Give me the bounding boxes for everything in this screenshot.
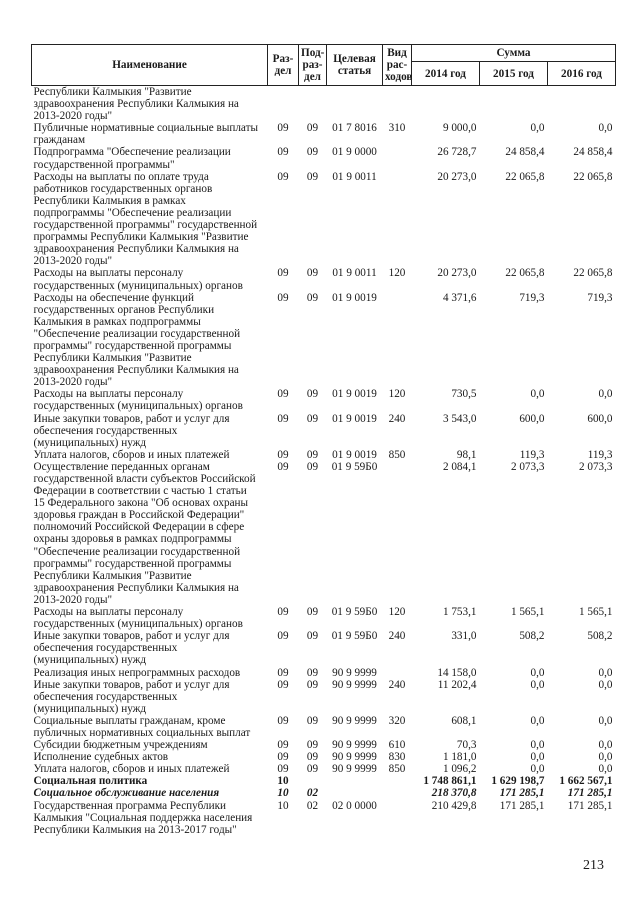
cell-rz: 10: [277, 787, 289, 800]
cell-vr: [383, 787, 412, 799]
cell-pr: 02: [306, 799, 319, 812]
cell-name: Публичные нормативные социальные выплаты гражданам: [33, 122, 259, 147]
table-row: [32, 413, 616, 449]
cell-name: Расходы на обеспечение функций государственных органов Республики Калмыкия в рамках подпрограммы "Обеспечение реализации государственной программы" государственной программы Республики Калмыкия "Развитие здравоохранения Республики Калмыкия на 2013-2020 годы": [33, 291, 241, 389]
table-row: [32, 800, 616, 836]
cell-name: Иные закупки товаров, работ и услуг для обеспечения государственных (муниципальных) нужд: [33, 678, 230, 715]
budget-table: [31, 44, 616, 836]
cell-s14: 1 181,0: [442, 751, 477, 764]
budget-table-container: [31, 44, 615, 836]
cell-rz: 09: [277, 448, 289, 461]
cell-s15: 0,0: [530, 122, 545, 135]
cell-s15: 171 285,1: [499, 787, 545, 800]
cell-rz: 09: [277, 739, 289, 752]
cell-vr: [383, 800, 412, 836]
table-row: [32, 679, 616, 715]
cell-pr: 09: [306, 460, 319, 473]
cell-name: Подпрограмма "Обеспечение реализации государственной программы": [33, 146, 231, 171]
cell-rz: 09: [277, 714, 289, 727]
cell-pr: 09: [306, 714, 319, 727]
table-row: [32, 667, 616, 679]
cell-s15: 171 285,1: [499, 799, 545, 812]
cell-pr: 09: [306, 291, 319, 304]
cell-pr: 09: [306, 606, 319, 619]
header-2016: 2016 год: [548, 62, 616, 86]
cell-pr: 09: [306, 678, 319, 691]
cell-name: Расходы на выплаты по оплате труда работников государственных органов Республики Калмыкия в рамках подпрограммы "Обеспечение реализации государственной программы" государственной программы Республики Калмыкия "Развитие здравоохранения Республики Калмыкия на 2013-2020 годы": [33, 170, 258, 268]
cell-vr: [383, 461, 412, 606]
cell-name: Исполнение судебных актов: [33, 751, 169, 764]
cell-vr: 850: [388, 763, 406, 776]
cell-s16: 22 065,8: [573, 170, 613, 183]
header-name: Наименование: [32, 45, 268, 86]
cell-s15: 719,3: [519, 291, 545, 304]
cell-cs: 01 9 0019: [332, 388, 377, 401]
cell-cs: 01 9 0019: [332, 448, 377, 461]
cell-s14: 70,3: [456, 739, 477, 752]
cell-s14: 608,1: [451, 714, 477, 727]
cell-vr: 240: [388, 412, 406, 425]
cell-cs: 02 0 0000: [332, 799, 377, 812]
cell-pr: 02: [306, 787, 319, 800]
cell-cs: 01 9 0000: [332, 146, 377, 159]
cell-pr: 09: [306, 267, 319, 280]
cell-name: Осуществление переданных органам государственной власти субъектов Российской Федерации в соответствии с частью 1 статьи 15 Федерального закона "Об основах охраны здоровья граждан в Российской Федерации" полномочий Российской Федерации в сфере охраны здоровья в рамках подпрограммы "Обеспечение реализации государственной программы" государственной программы Республики Калмыкия "Развитие здравоохранения Республики Калмыкия на 2013-2020 годы": [33, 460, 256, 606]
cell-s16: 2 073,3: [578, 460, 613, 473]
table-row: [32, 606, 616, 630]
cell-s14: [412, 86, 480, 123]
cell-rz: 09: [277, 412, 289, 425]
table-row: [32, 739, 616, 751]
cell-name: Социальные выплаты гражданам, кроме публичных нормативных социальных выплат: [33, 714, 251, 739]
header-2015: 2015 год: [480, 62, 548, 86]
cell-s14: 9 000,0: [442, 122, 477, 135]
cell-s16: 24 858,4: [573, 146, 613, 159]
cell-s14: 730,5: [451, 388, 477, 401]
cell-vr: 610: [388, 739, 406, 752]
header-target: Целевая статья: [327, 45, 383, 86]
cell-s16: 119,3: [587, 448, 613, 461]
cell-pr: 09: [306, 388, 319, 401]
table-row: [32, 171, 616, 268]
cell-cs: [327, 775, 383, 787]
cell-rz: 09: [277, 630, 289, 643]
cell-vr: 240: [388, 630, 406, 643]
cell-vr: 120: [388, 388, 406, 401]
cell-s15: 0,0: [530, 763, 545, 776]
cell-cs: 01 9 59Б0: [331, 460, 378, 473]
cell-pr: 09: [306, 146, 319, 159]
cell-cs: 01 9 59Б0: [331, 606, 378, 619]
cell-s15: 24 858,4: [505, 146, 545, 159]
cell-pr: 09: [306, 412, 319, 425]
table-row: [32, 86, 616, 123]
header-section: Раз- дел: [268, 45, 299, 86]
table-row: [32, 763, 616, 775]
cell-name: Социальное обслуживание населения: [33, 787, 220, 800]
cell-vr: [383, 667, 412, 679]
cell-s16: 171 285,1: [567, 787, 613, 800]
cell-s14: 26 728,7: [437, 146, 477, 159]
cell-s16: 600,0: [587, 412, 613, 425]
cell-rz: 10: [277, 775, 289, 788]
table-row: [32, 461, 616, 606]
cell-s16: 0,0: [598, 122, 613, 135]
table-row: [32, 751, 616, 763]
cell-s15: 0,0: [530, 666, 545, 679]
cell-name: Расходы на выплаты персоналу государственных (муниципальных) органов: [33, 606, 243, 631]
cell-s15: [480, 86, 548, 123]
cell-s16: 22 065,8: [573, 267, 613, 280]
cell-vr: 830: [388, 751, 406, 764]
header-expense-type: Вид рас- ходов: [383, 45, 412, 86]
table-row: [32, 449, 616, 461]
cell-vr: [383, 86, 412, 123]
cell-rz: 09: [277, 666, 289, 679]
cell-vr: 850: [388, 448, 406, 461]
cell-cs: [327, 787, 383, 799]
cell-rz: 10: [277, 799, 289, 812]
cell-rz: 09: [277, 678, 289, 691]
cell-s16: 0,0: [598, 666, 613, 679]
cell-pr: 09: [306, 739, 319, 752]
cell-vr: 120: [388, 606, 406, 619]
cell-s15: 508,2: [519, 630, 545, 643]
table-row: [32, 146, 616, 170]
cell-s16: 1 565,1: [578, 606, 613, 619]
cell-vr: 240: [388, 678, 406, 691]
cell-s14: 1 748 861,1: [423, 775, 477, 788]
cell-cs: 01 9 0011: [332, 267, 377, 280]
cell-name: Расходы на выплаты персоналу государственных (муниципальных) органов: [33, 388, 243, 413]
cell-s15: 0,0: [530, 714, 545, 727]
cell-cs: 90 9 9999: [332, 678, 377, 691]
cell-pr: [299, 775, 327, 787]
table-row: [32, 292, 616, 389]
cell-rz: 09: [277, 460, 289, 473]
cell-pr: 09: [306, 448, 319, 461]
cell-s14: 20 273,0: [437, 267, 477, 280]
cell-rz: 09: [277, 291, 289, 304]
cell-s16: 0,0: [598, 763, 613, 776]
cell-s15: 22 065,8: [505, 170, 545, 183]
cell-name: Иные закупки товаров, работ и услуг для обеспечения государственных (муниципальных) нужд: [33, 412, 230, 449]
cell-cs: 01 9 0019: [332, 412, 377, 425]
cell-rz: [268, 86, 299, 123]
cell-cs: 01 9 0019: [332, 291, 377, 304]
cell-name: Государственная программа Республики Калмыкия "Социальная поддержка населения Республики Калмыкия на 2013-2017 годы": [33, 799, 253, 836]
cell-cs: 90 9 9999: [332, 751, 377, 764]
table-row: [32, 630, 616, 666]
cell-s14: 4 371,6: [442, 291, 477, 304]
cell-s14: 20 273,0: [437, 170, 477, 183]
cell-cs: 01 9 59Б0: [331, 630, 378, 643]
cell-s15: 22 065,8: [505, 267, 545, 280]
cell-name: Уплата налогов, сборов и иных платежей: [33, 448, 230, 461]
cell-s14: 1 096,2: [442, 763, 477, 776]
cell-s16: 0,0: [598, 714, 613, 727]
cell-cs: [327, 86, 383, 123]
cell-name: Уплата налогов, сборов и иных платежей: [33, 763, 230, 776]
cell-s14: 3 543,0: [442, 412, 477, 425]
cell-s16: 0,0: [598, 739, 613, 752]
cell-s14: 11 202,4: [437, 678, 477, 691]
cell-s15: 0,0: [530, 388, 545, 401]
cell-name: Реализация иных непрограммных расходов: [33, 666, 241, 679]
cell-rz: 09: [277, 267, 289, 280]
cell-s16: 0,0: [598, 751, 613, 764]
header-2014: 2014 год: [412, 62, 480, 86]
cell-vr: [383, 171, 412, 268]
cell-s16: [548, 86, 616, 123]
cell-vr: 120: [388, 267, 406, 280]
cell-s14: 218 370,8: [431, 787, 477, 800]
cell-s14: 1 753,1: [442, 606, 477, 619]
cell-s15: 1 629 198,7: [491, 775, 545, 788]
cell-name: Расходы на выплаты персоналу государственных (муниципальных) органов: [33, 267, 243, 292]
cell-cs: 90 9 9999: [332, 666, 377, 679]
cell-s14: 210 429,8: [431, 799, 477, 812]
cell-name: Субсидии бюджетным учреждениям: [33, 739, 208, 752]
cell-s15: 2 073,3: [510, 460, 545, 473]
cell-s15: 600,0: [519, 412, 545, 425]
table-row: [32, 775, 616, 787]
cell-vr: [383, 292, 412, 389]
cell-rz: 09: [277, 170, 289, 183]
cell-rz: 09: [277, 763, 289, 776]
cell-cs: 90 9 9999: [332, 739, 377, 752]
cell-name: Социальная политика: [33, 775, 148, 788]
cell-pr: 09: [306, 170, 319, 183]
cell-s16: 719,3: [587, 291, 613, 304]
cell-cs: 90 9 9999: [332, 714, 377, 727]
cell-name: Иные закупки товаров, работ и услуг для обеспечения государственных (муниципальных) нужд: [33, 630, 230, 667]
cell-rz: 09: [277, 751, 289, 764]
table-row: [32, 715, 616, 739]
header-subsection: Под- раз- дел: [299, 45, 327, 86]
table-body: [32, 86, 616, 836]
cell-pr: 09: [306, 122, 319, 135]
table-row: [32, 388, 616, 412]
cell-s15: 0,0: [530, 751, 545, 764]
cell-vr: [383, 775, 412, 787]
cell-pr: 09: [306, 666, 319, 679]
cell-s16: 1 662 567,1: [559, 775, 613, 788]
cell-pr: 09: [306, 630, 319, 643]
cell-s14: 331,0: [451, 630, 477, 643]
cell-s16: 0,0: [598, 388, 613, 401]
cell-s14: 14 158,0: [437, 666, 477, 679]
cell-cs: 90 9 9999: [332, 763, 377, 776]
table-row: [32, 122, 616, 146]
cell-cs: 01 9 0011: [332, 170, 377, 183]
table-header: [32, 45, 616, 86]
cell-rz: 09: [277, 606, 289, 619]
cell-rz: 09: [277, 146, 289, 159]
cell-vr: [383, 146, 412, 170]
cell-pr: 09: [306, 763, 319, 776]
cell-pr: [299, 86, 327, 123]
header-sum: Сумма: [412, 45, 616, 62]
table-row: [32, 267, 616, 291]
cell-cs: 01 7 8016: [332, 122, 377, 135]
cell-s15: 0,0: [530, 678, 545, 691]
cell-s15: 1 565,1: [510, 606, 545, 619]
cell-s14: 2 084,1: [442, 460, 477, 473]
cell-vr: 310: [388, 122, 406, 135]
cell-name: Республики Калмыкия "Развитие здравоохранения Республики Калмыкия на 2013-2020 годы": [33, 86, 239, 123]
cell-s16: 0,0: [598, 678, 613, 691]
cell-s15: 119,3: [519, 448, 545, 461]
cell-vr: 320: [388, 714, 406, 727]
cell-s16: 171 285,1: [567, 799, 613, 812]
cell-s14: 98,1: [456, 448, 477, 461]
cell-s15: 0,0: [530, 739, 545, 752]
table-row: [32, 787, 616, 799]
page-number: 213: [583, 858, 604, 873]
cell-s16: 508,2: [587, 630, 613, 643]
cell-rz: 09: [277, 388, 289, 401]
cell-pr: 09: [306, 751, 319, 764]
cell-rz: 09: [277, 122, 289, 135]
